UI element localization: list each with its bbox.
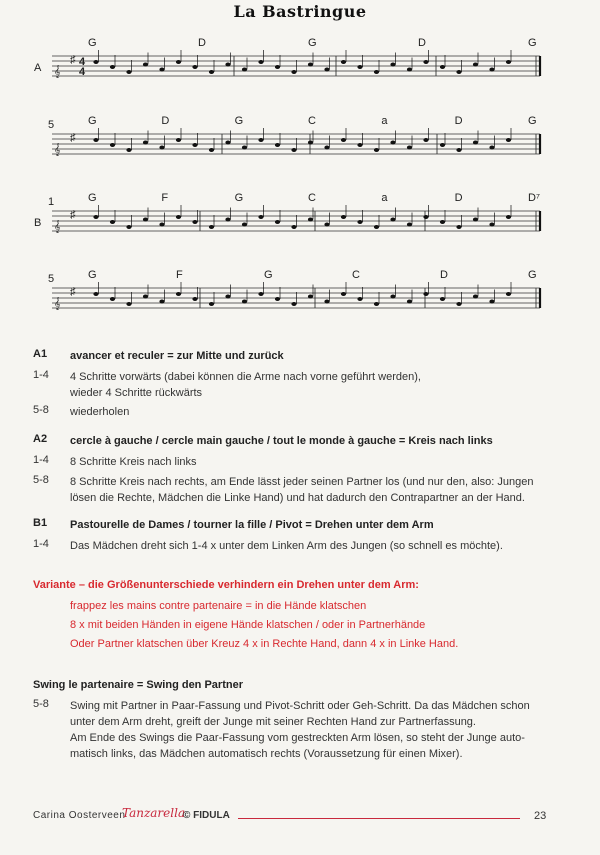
instruction-line: 8 Schritte Kreis nach links: [70, 456, 197, 468]
swing-title: Swing le partenaire = Swing den Partner: [33, 679, 243, 691]
note-head: [473, 63, 478, 67]
note-head: [110, 65, 115, 69]
note-head: [506, 138, 511, 142]
note-head: [423, 138, 428, 142]
row-label: 1-4: [33, 369, 49, 381]
note-head: [275, 220, 280, 224]
note-head: [407, 68, 412, 72]
note-head: [341, 60, 346, 64]
sharp-icon: ♯: [70, 286, 76, 298]
note-head: [110, 297, 115, 301]
note-head: [506, 292, 511, 296]
chord-symbol: a: [381, 192, 388, 204]
section-label-a1: A1: [33, 348, 48, 360]
note-head: [225, 63, 230, 67]
instruction-line: 8 Schritte Kreis nach rechts, am Ende lässt jeder seinen Partner los (und nur den, also: Jungen: [70, 476, 534, 488]
note-head: [159, 223, 164, 227]
section-label: B: [34, 217, 42, 229]
note-head: [291, 70, 296, 74]
section-title-a1: avancer et reculer = zur Mitte und zurück: [70, 350, 284, 362]
note-head: [110, 220, 115, 224]
treble-clef-icon: 𝄞: [54, 298, 61, 310]
note-head: [242, 223, 247, 227]
note-head: [291, 225, 296, 229]
note-head: [192, 65, 197, 69]
note-head: [291, 302, 296, 306]
note-head: [456, 148, 461, 152]
footer-author: Carina Oosterveen: [33, 810, 126, 821]
note-head: [456, 302, 461, 306]
instruction-line: lösen die Rechte, Mädchen die Linke Hand) und hat dadurch den Contrapartner an der Hand.: [70, 492, 525, 504]
note-head: [143, 295, 148, 299]
note-head: [258, 292, 263, 296]
chord-symbol: C: [308, 192, 316, 204]
note-head: [159, 68, 164, 72]
note-head: [374, 70, 379, 74]
variant-line: 8 x mit beiden Händen in eigene Hände klatschen / oder in Partnerhände: [70, 619, 426, 631]
note-head: [93, 60, 98, 64]
note-head: [341, 215, 346, 219]
note-head: [357, 143, 362, 147]
note-head: [192, 220, 197, 224]
section-label: A: [34, 62, 42, 74]
note-head: [341, 138, 346, 142]
note-head: [489, 146, 494, 150]
row-label: 1-4: [33, 454, 49, 466]
instruction-line: Am Ende des Swings die Paar-Fassung vom gestreckten Arm lösen, so steht der Junge auto-: [70, 732, 525, 744]
chord-symbol: D: [198, 37, 206, 49]
note-head: [126, 148, 131, 152]
note-head: [192, 297, 197, 301]
note-head: [456, 225, 461, 229]
note-head: [176, 138, 181, 142]
note-head: [308, 141, 313, 145]
instruction-line: wiederholen: [70, 406, 130, 418]
time-signature-top: 4: [79, 56, 86, 68]
note-head: [440, 65, 445, 69]
note-head: [390, 295, 395, 299]
chord-symbol: G: [234, 115, 244, 127]
page-title: La Bastringue: [233, 2, 367, 21]
note-head: [242, 146, 247, 150]
note-head: [192, 143, 197, 147]
chord-symbol: G: [264, 269, 273, 281]
note-head: [407, 300, 412, 304]
page-number: 23: [534, 810, 547, 822]
chord-symbol: G: [88, 192, 97, 204]
chord-symbol: G: [88, 115, 97, 127]
note-head: [209, 70, 214, 74]
chord-symbol: G: [528, 37, 537, 49]
sharp-icon: ♯: [70, 209, 76, 221]
note-head: [440, 297, 445, 301]
note-head: [159, 146, 164, 150]
note-head: [93, 292, 98, 296]
instruction-line: Swing mit Partner in Paar-Fassung und Pivot-Schritt oder Geh-Schritt. Da das Mädchen schon: [70, 700, 530, 712]
note-head: [308, 295, 313, 299]
section-label-a2: A2: [33, 433, 48, 445]
note-head: [440, 143, 445, 147]
treble-clef-icon: 𝄞: [54, 144, 61, 156]
chord-symbol: C: [308, 115, 316, 127]
treble-clef-icon: 𝄞: [54, 221, 61, 233]
chord-symbol: D: [454, 192, 463, 204]
note-head: [324, 300, 329, 304]
section-title-a2: cercle à gauche / cercle main gauche / tout le monde à gauche = Kreis nach links: [70, 435, 493, 447]
note-head: [110, 143, 115, 147]
row-label: 5-8: [33, 698, 49, 710]
note-head: [341, 292, 346, 296]
variant-title: Variante – die Größenunterschiede verhindern ein Drehen unter dem Arm:: [33, 579, 419, 591]
chord-symbol: C: [352, 269, 360, 281]
sheet-music: [0, 0, 600, 340]
note-head: [242, 300, 247, 304]
note-head: [390, 63, 395, 67]
variant-line: frappez les mains contre partenaire = in die Hände klatschen: [70, 600, 367, 612]
time-signature-bottom: 4: [79, 66, 86, 78]
note-head: [275, 65, 280, 69]
section-title-b1: Pastourelle de Dames / tourner la fille / Pivot = Drehen unter dem Arm: [70, 519, 434, 531]
note-head: [143, 218, 148, 222]
note-head: [209, 302, 214, 306]
section-label-b1: B1: [33, 517, 48, 529]
sharp-icon: ♯: [70, 54, 76, 66]
note-head: [93, 215, 98, 219]
instruction-line: matisch links, das Mädchen automatisch rechts (Voraussetzung für einen Mixer).: [70, 748, 463, 760]
note-head: [440, 220, 445, 224]
note-head: [176, 60, 181, 64]
note-head: [423, 60, 428, 64]
row-label: 5-8: [33, 404, 49, 416]
note-head: [176, 215, 181, 219]
note-head: [126, 302, 131, 306]
chord-symbol: D: [454, 115, 463, 127]
measure-number: 5: [48, 119, 55, 131]
note-head: [357, 220, 362, 224]
note-head: [176, 292, 181, 296]
instruction-line: 4 Schritte vorwärts (dabei können die Arme nach vorne geführt werden),: [70, 371, 421, 383]
chord-symbol: D: [418, 37, 426, 49]
note-head: [308, 218, 313, 222]
chord-symbol: F: [176, 269, 183, 281]
footer-brand: Tanzarella: [122, 806, 186, 820]
note-head: [407, 146, 412, 150]
chord-symbol: G: [88, 37, 97, 49]
chord-symbol: G: [308, 37, 317, 49]
note-head: [324, 223, 329, 227]
note-head: [275, 297, 280, 301]
row-label: 1-4: [33, 538, 49, 550]
note-head: [126, 225, 131, 229]
note-head: [159, 300, 164, 304]
note-head: [390, 218, 395, 222]
note-head: [258, 138, 263, 142]
note-head: [407, 223, 412, 227]
note-head: [225, 141, 230, 145]
note-head: [143, 63, 148, 67]
note-head: [374, 148, 379, 152]
note-head: [93, 138, 98, 142]
note-head: [357, 297, 362, 301]
note-head: [473, 141, 478, 145]
note-head: [423, 292, 428, 296]
note-head: [308, 63, 313, 67]
treble-clef-icon: 𝄞: [54, 66, 61, 78]
note-head: [324, 68, 329, 72]
footer-publisher: © FIDULA: [183, 810, 230, 821]
note-head: [225, 218, 230, 222]
note-head: [357, 65, 362, 69]
note-head: [126, 70, 131, 74]
note-head: [209, 225, 214, 229]
measure-number: 5: [48, 273, 55, 285]
chord-symbol: D⁷: [528, 192, 540, 204]
note-head: [489, 68, 494, 72]
instruction-line: wieder 4 Schritte rückwärts: [70, 387, 203, 399]
note-head: [473, 218, 478, 222]
note-head: [209, 148, 214, 152]
row-label: 5-8: [33, 474, 49, 486]
note-head: [143, 141, 148, 145]
chord-symbol: G: [234, 192, 244, 204]
instruction-line: unter dem Arm dreht, greift der Junge mit seiner Rechten Hand zur Partnerfassung.: [70, 716, 476, 728]
instruction-line: Das Mädchen dreht sich 1-4 x unter dem Linken Arm des Jungen (so schnell es möchte).: [70, 540, 503, 552]
note-head: [423, 215, 428, 219]
chord-symbol: F: [161, 192, 169, 204]
measure-number: 1: [48, 196, 55, 208]
chord-symbol: G: [528, 269, 537, 281]
note-head: [242, 68, 247, 72]
note-head: [258, 60, 263, 64]
chord-symbol: D: [440, 269, 448, 281]
sharp-icon: ♯: [70, 132, 76, 144]
note-head: [489, 223, 494, 227]
note-head: [456, 70, 461, 74]
chord-symbol: G: [88, 269, 97, 281]
note-head: [506, 60, 511, 64]
chord-symbol: a: [381, 115, 388, 127]
note-head: [225, 295, 230, 299]
note-head: [390, 141, 395, 145]
note-head: [489, 300, 494, 304]
variant-line: Oder Partner klatschen über Kreuz 4 x in Rechte Hand, dann 4 x in Linke Hand.: [70, 638, 459, 650]
note-head: [506, 215, 511, 219]
note-head: [324, 146, 329, 150]
chord-symbol: G: [528, 115, 537, 127]
chord-symbol: D: [161, 115, 170, 127]
footer-divider: [238, 818, 520, 819]
note-head: [374, 302, 379, 306]
note-head: [473, 295, 478, 299]
note-head: [275, 143, 280, 147]
note-head: [291, 148, 296, 152]
note-head: [258, 215, 263, 219]
note-head: [374, 225, 379, 229]
